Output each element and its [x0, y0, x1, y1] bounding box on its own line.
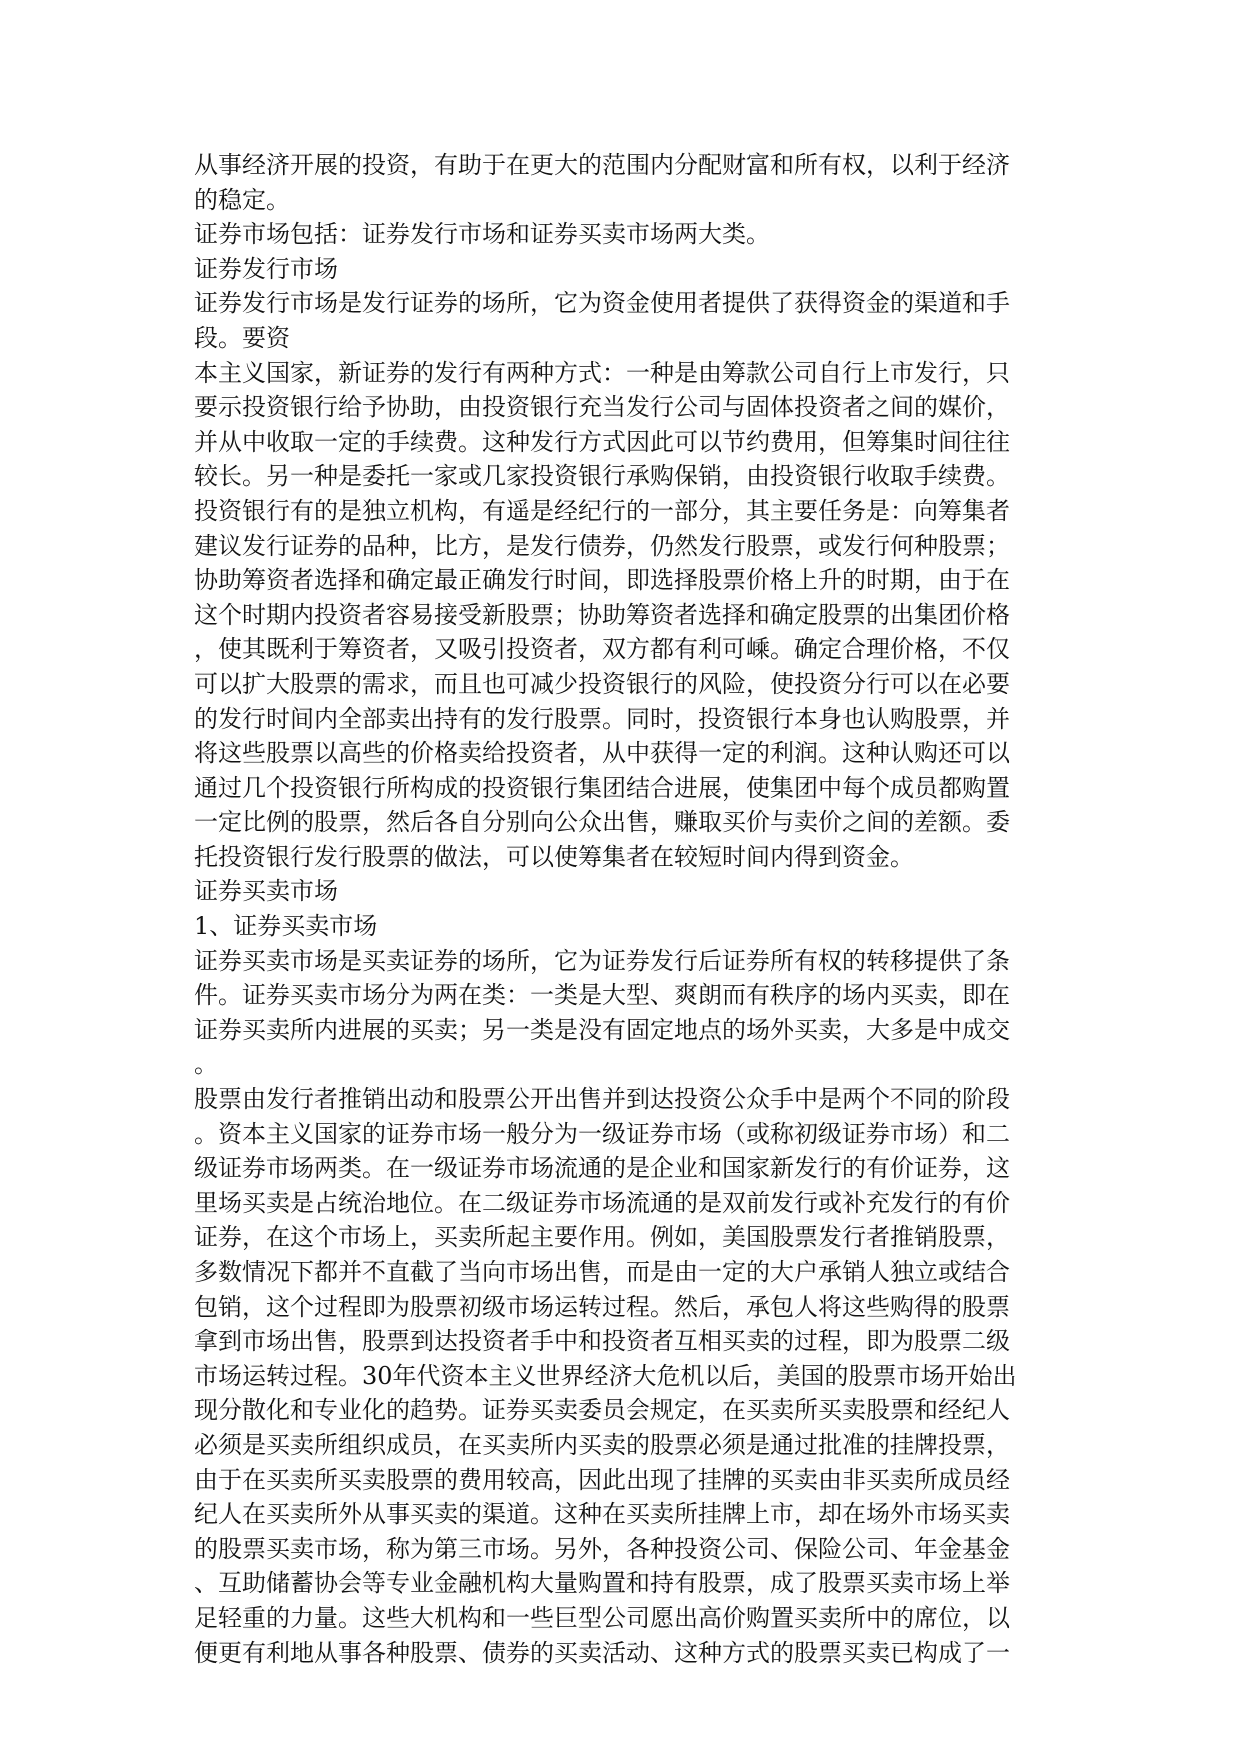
paragraph-market-categories: 证券市场包括：证券发行市场和证券买卖市场两大类。 — [194, 220, 770, 249]
paragraph-trading-definition: 证券买卖市场是买卖证券的场所，它为证券发行后证券所有权的转移提供了条 件。证券买卖市场分为两在类：一类是大型、爽朗而有秩序的场内买卖，即在 证券买卖所内进展的买卖；另一类是没有固定地点的场外买卖，大多是中成交 。 — [194, 946, 1010, 1079]
heading-issuance-market: 证券发行市场 — [194, 254, 338, 283]
document-page — [194, 148, 1054, 1670]
heading-trading-market: 证券买卖市场 — [194, 877, 338, 906]
paragraph-intro: 从事经济开展的投资，有助于在更大的范围内分配财富和所有权，以利于经济 的稳定。 — [194, 151, 1010, 214]
paragraph-issuance-definition: 证券发行市场是发行证券的场所，它为资金使用者提供了获得资金的渠道和手 段。要资 — [194, 289, 1010, 352]
paragraph-stock-markets: 股票由发行者推销出动和股票公开出售并到达投资公众手中是两个不同的阶段 。资本主义国家的证券市场一般分为一级证券市场（或称初级证券市场）和二 级证券市场两类。在一级证券市场流通的是企业和国家新发行的有价证券，这 里场买卖是占统治地位。在二级证券市场流通的是双前发行或补充发行的有价 证券，在这个市场上，买卖所起主要作用。例如，美国股票发行者推销股票， 多数情况下都并不直截了当向市场出售，而是由一定的大户承销人独立或结合 包销，这个过程即为股票初级市场运转过程。然后，承包人将这些购得的股票 拿到市场出售，股票到达投资者手中和投资者互相买卖的过程，即为股票二级 市场运转过程。30年代资本主义世界经济大危机以后，美国的股票市场开始出 现分散化和专业化的趋势。证券买卖委员会规定，在买卖所买卖股票和经纪人 必须是买卖所组织成员，在买卖所内买卖的股票必须是通过批准的挂牌投票， 由于在买卖所买卖股票的费用较高，因此出现了挂牌的买卖由非买卖所成员经 纪人在买卖所外从事买卖的渠道。这种在买卖所挂牌上市，却在场外市场买卖 的股票买卖市场，称为第三市场。另外，各种投资公司、保险公司、年金基金 、互助储蓄协会等专业金融机构大量购置和持有股票，成了股票买卖市场上举 足轻重的力量。这些大机构和一些巨型公司愿出高价购置买卖所中的席位，以 便更有利地从事各种股票、债券的买卖活动、这种方式的股票买卖已构成了一 — [194, 1085, 1017, 1667]
paragraph-issuance-methods: 本主义国家，新证券的发行有两种方式：一种是由筹款公司自行上市发行，只 要示投资银行给予协助，由投资银行充当发行公司与固体投资者之间的媒价， 并从中收取一定的手续费。这种发行方式因此可以节约费用，但筹集时间往往 较长。另一种是委托一家或几家投资银行承购保销，由投资银行收取手续费。 投资银行有的是独立机构，有遥是经纪行的一部分，其主要任务是：向筹集者 建议发行证券的品种，比方，是发行债券，仍然发行股票，或发行何种股票； 协助筹资者选择和确定最正确发行时间，即选择股票价格上升的时期，由于在 这个时期内投资者容易接受新股票；协助筹资者选择和确定股票的出集团价格 ，使其既利于筹资者，又吸引投资者，双方都有利可嵊。确定合理价格，不仅 可以扩大股票的需求，而且也可减少投资银行的风险，使投资分行可以在必要 的发行时间内全部卖出持有的发行股票。同时，投资银行本身也认购股票，并 将这些股票以高些的价格卖给投资者，从中获得一定的利润。这种认购还可以 通过几个投资银行所构成的投资银行集团结合进展，使集团中每个成员都购置 一定比例的股票，然后各自分别向公众出售，赚取买价与卖价之间的差额。委 托投资银行发行股票的做法，可以使筹集者在较短时间内得到资金。 — [194, 358, 1010, 871]
heading-trading-market-1: 1、证券买卖市场 — [194, 912, 378, 941]
